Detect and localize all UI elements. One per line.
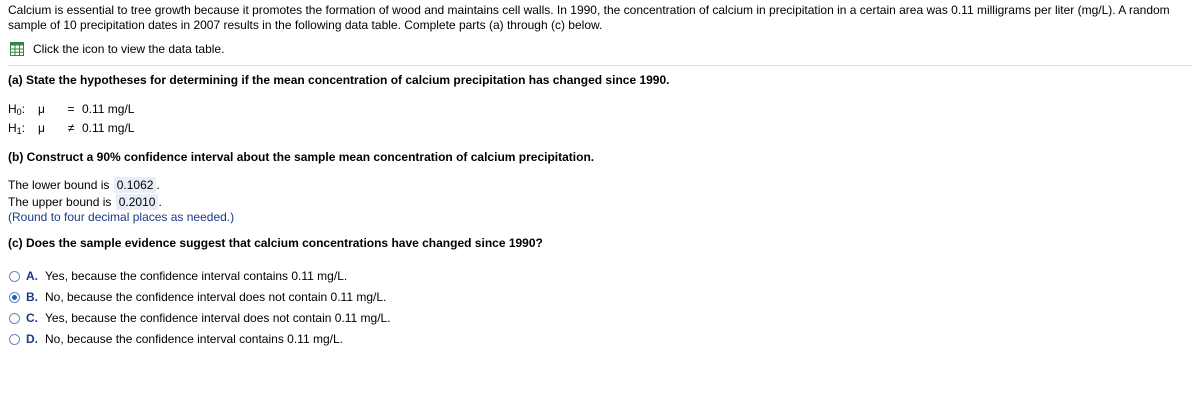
- table-grid-icon[interactable]: [10, 42, 24, 56]
- upper-bound-answer[interactable]: 0.2010: [116, 194, 159, 210]
- choice-d-radio[interactable]: [9, 334, 20, 345]
- null-hypothesis-operator[interactable]: =: [67, 102, 75, 116]
- choice-d[interactable]: [9, 331, 343, 347]
- lower-bound-answer[interactable]: 0.1062: [114, 177, 157, 193]
- alternative-hypothesis-parameter[interactable]: μ: [38, 121, 45, 135]
- choice-c-text[interactable]: Yes, because the confidence interval does not contain 0.11 mg/L.: [45, 311, 391, 325]
- choice-c-letter: C.: [26, 311, 38, 325]
- choice-d-letter: D.: [26, 332, 38, 346]
- null-hypothesis-name: $H_0$:: [8, 102, 26, 117]
- choice-b-text[interactable]: No, because the confidence interval does not contain 0.11 mg/L.: [45, 290, 387, 304]
- lower-bound-line: [8, 177, 160, 193]
- choice-a[interactable]: [9, 268, 347, 284]
- section-divider: [8, 65, 1192, 66]
- choice-c[interactable]: [9, 310, 391, 326]
- upper-bound-prefix: The upper bound is: [8, 195, 112, 209]
- alternative-hypothesis-name: $H_1$:: [8, 121, 26, 136]
- choice-b-radio[interactable]: [9, 292, 20, 303]
- view-data-table-link[interactable]: [10, 42, 224, 56]
- view-data-table-label[interactable]: Click the icon to view the data table.: [33, 42, 225, 56]
- alternative-hypothesis-value[interactable]: 0.11 mg/L: [82, 121, 135, 135]
- null-hypothesis-parameter[interactable]: μ: [38, 102, 45, 116]
- rounding-hint: (Round to four decimal places as needed.): [8, 210, 235, 224]
- choice-d-text[interactable]: No, because the confidence interval contains 0.11 mg/L.: [45, 332, 343, 346]
- null-hypothesis-value[interactable]: 0.11 mg/L: [82, 102, 135, 116]
- lower-bound-period: .: [156, 178, 160, 192]
- upper-bound-line: [8, 194, 162, 210]
- choice-c-radio[interactable]: [9, 313, 20, 324]
- problem-statement: Calcium is essential to tree growth because it promotes the formation of wood and maintains cell walls. In 1990, the concentration of calcium in precipitation in a certain area was 0.11 milligrams per liter (mg/L). A random sample of 10 precipitation dates in 2007 results in the following data table. Complete parts (a) through (c) below.: [8, 3, 1170, 32]
- choice-a-radio[interactable]: [9, 271, 20, 282]
- choice-a-text[interactable]: Yes, because the confidence interval contains 0.11 mg/L.: [45, 269, 348, 283]
- lower-bound-prefix: The lower bound is: [8, 178, 110, 192]
- choice-b-letter: B.: [26, 290, 38, 304]
- upper-bound-period: .: [158, 195, 162, 209]
- part-a-question: (a) State the hypotheses for determining if the mean concentration of calcium precipitation has changed since 1990.: [8, 73, 670, 87]
- part-b-question: (b) Construct a 90% confidence interval about the sample mean concentration of calcium precipitation.: [8, 150, 595, 164]
- alternative-hypothesis-operator[interactable]: ≠: [67, 121, 75, 135]
- choice-b[interactable]: [9, 289, 386, 305]
- choice-a-letter: A.: [26, 269, 38, 283]
- part-c-question: (c) Does the sample evidence suggest that calcium concentrations have changed since 1990?: [8, 236, 543, 250]
